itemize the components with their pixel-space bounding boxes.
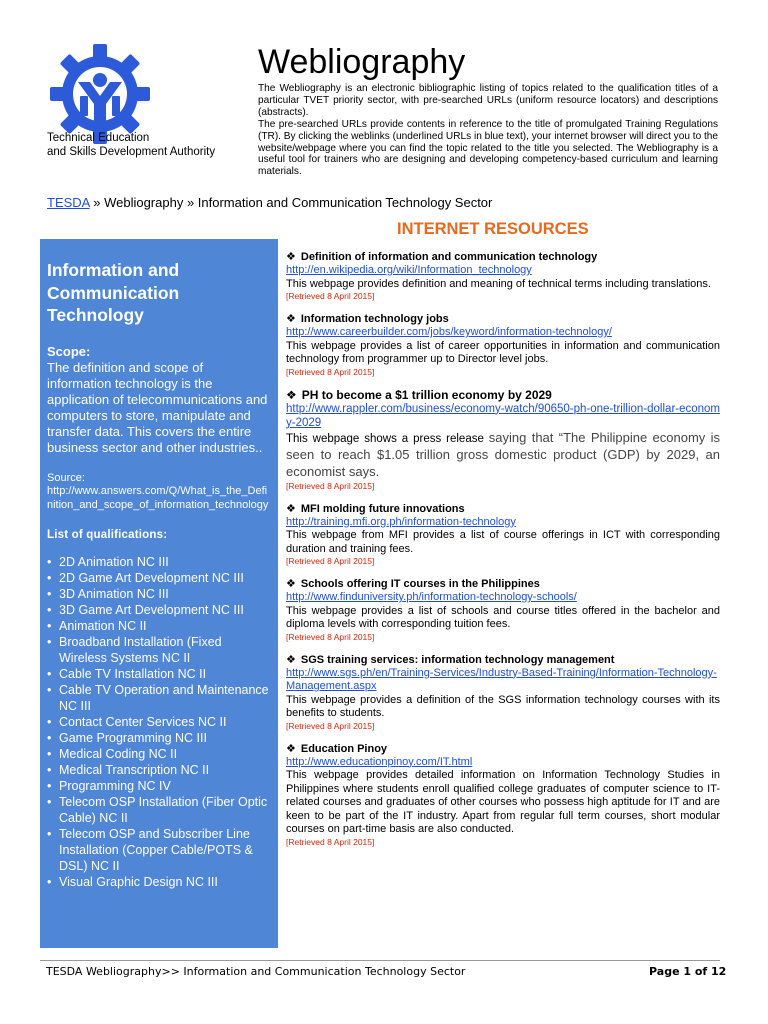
resource-title: Information technology jobs — [300, 313, 449, 325]
resource-description-lead: This webpage shows a press release — [286, 432, 489, 445]
qualification-item: • 2D Animation NC III — [47, 554, 270, 570]
qualification-item: • Contact Center Services NC II — [47, 714, 270, 730]
page-title: Webliography — [258, 43, 466, 81]
qualification-item: • Medical Transcription NC II — [47, 762, 270, 778]
resource-description: This webpage from MFI provides a list of course offerings in ICT with corresponding duration and training fees. — [286, 529, 720, 555]
qualification-item: • Game Programming NC III — [47, 730, 270, 746]
retrieved-date: [Retrieved 8 April 2015] — [286, 366, 375, 377]
qualification-item: • Animation NC II — [47, 618, 270, 634]
diamond-bullet-icon: ❖ — [286, 251, 296, 263]
diamond-bullet-icon: ❖ — [286, 742, 296, 755]
resource-title: SGS training services: information technology management — [300, 653, 615, 666]
qualifications-list — [47, 554, 270, 890]
resource-link[interactable]: http://en.wikipedia.org/wiki/Information_technology — [286, 264, 532, 276]
footer-title: TESDA Webliography>> Information and Communication Technology Sector — [46, 965, 466, 978]
resource-title: Schools offering IT courses in the Philippines — [300, 578, 540, 590]
page-number: Page 1 of 12 — [649, 965, 727, 978]
qualification-item: • Programming NC IV — [47, 778, 270, 794]
qualification-item: • Cable TV Installation NC II — [47, 666, 270, 682]
breadcrumb-trail: » Webliography » Information and Communication Technology Sector — [89, 195, 493, 210]
resource-entry — [286, 742, 720, 848]
retrieved-date: [Retrieved 8 April 2015] — [286, 291, 375, 301]
qualifications-label: List of qualifications: — [47, 529, 168, 541]
retrieved-date: [Retrieved 8 April 2015] — [286, 556, 375, 566]
diamond-bullet-icon: ❖ — [286, 387, 297, 402]
qualification-item: • Broadband Installation (Fixed Wireless Systems NC II — [47, 634, 270, 666]
resource-description — [286, 430, 720, 481]
resource-link[interactable]: http://www.rappler.com/business/economy-watch/90650-ph-one-trillion-dollar-economy-2029 — [286, 402, 721, 429]
scope-label: Scope: — [47, 343, 91, 359]
source-label: Source: — [47, 471, 85, 484]
intro-paragraph-1: The Webliography is an electronic bibliographic listing of topics related to the qualification titles of a particular TVET priority sector, with pre-searched URLs (uniform resource locators) and descriptions (abstracts). — [258, 83, 718, 118]
retrieved-date: [Retrieved 8 April 2015] — [286, 480, 375, 491]
resource-link[interactable]: http://www.finduniversity.ph/information-technology-schools/ — [286, 591, 577, 603]
resource-entry — [286, 312, 720, 378]
resource-link[interactable]: http://training.mfi.org.ph/information-technology — [286, 515, 516, 528]
retrieved-date: [Retrieved 8 April 2015] — [286, 720, 375, 731]
qualification-item: • 3D Animation NC III — [47, 586, 270, 602]
qualification-item: • Telecom OSP and Subscriber Line Installation (Copper Cable/POTS & DSL) NC II — [47, 826, 270, 874]
intro-paragraph-2: The pre-searched URLs provide contents in reference to the title of promulgated Training Regulations (TR). By clicking the weblinks (underlined URLs in blue text), your internet browser will direct you to the website/webpage where you can find the topic related to the title you selected. The Webliography is a useful tool for trainers who are designing and developing competency-based curriculum and learning materials. — [258, 118, 719, 178]
sector-sidebar — [40, 239, 278, 948]
resource-description: This webpage provides a list of career opportunities in information and communication technology from programmer up to Director level jobs. — [286, 339, 720, 365]
resource-title: MFI molding future innovations — [300, 502, 465, 515]
breadcrumb-tesda-link[interactable]: TESDA — [47, 195, 90, 210]
diamond-bullet-icon: ❖ — [286, 502, 296, 515]
resource-entry — [286, 388, 720, 492]
resource-entry — [286, 502, 720, 568]
sector-title: Information and Communication Technology — [47, 260, 180, 325]
resource-entry — [286, 250, 720, 302]
qualification-item: • 3D Game Art Development NC III — [47, 602, 270, 618]
resource-description-quote: saying that “The Philippine economy is seen to reach $1.05 trillion gross domestic product (GDP) by 2029, an economist says. — [286, 429, 721, 479]
footer-divider — [40, 960, 720, 961]
resource-link[interactable]: http://www.sgs.ph/en/Training-Services/Industry-Based-Training/Information-Technology-Management.aspx — [286, 666, 717, 692]
source-url: http://www.answers.com/Q/What_is_the_Definition_and_scope_of_information_technology — [47, 485, 269, 511]
resource-description: This webpage provides detailed information on Information Technology Studies in Philippines where students enroll qualified college graduates of computer science to IT-related courses and graduates of other courses who possess high aptitude for IT and are keen to be part of the IT industry. Apart from regular full term courses, short modular courses on part-time basis are also conducted. — [286, 769, 720, 835]
resource-link[interactable]: http://www.careerbuilder.com/jobs/keyword/information-technology/ — [286, 326, 612, 338]
qualification-item: • Visual Graphic Design NC III — [47, 874, 270, 890]
qualification-item: • Medical Coding NC II — [47, 746, 270, 762]
agency-name — [47, 131, 215, 159]
resource-title: Education Pinoy — [300, 742, 388, 755]
breadcrumb — [47, 195, 492, 211]
resource-title: PH to become a $1 trillion economy by 2029 — [301, 387, 552, 402]
resource-description: This webpage provides a list of schools and course titles offered in the bachelor and diploma levels with corresponding tuition fees. — [286, 604, 720, 630]
tesda-logo — [50, 44, 150, 144]
scope-text: The definition and scope of information technology is the application of telecommunications and computers to store, manipulate and transfer data. This covers the entire business sector and other industries.. — [47, 359, 268, 455]
intro-text — [258, 83, 718, 178]
resource-entry — [286, 653, 720, 732]
agency-name-line-1: Technical Education — [47, 132, 150, 144]
internet-resources-heading: INTERNET RESOURCES — [397, 220, 589, 238]
agency-name-line-2: and Skills Development Authority — [47, 146, 216, 158]
resource-description: This webpage provides a definition of the SGS information technology courses with its benefits to students. — [286, 693, 720, 719]
diamond-bullet-icon: ❖ — [286, 578, 296, 590]
resource-description: This webpage provides definition and meaning of technical terms including translations. — [286, 277, 711, 290]
resource-title: Definition of information and communication technology — [300, 251, 598, 263]
retrieved-date: [Retrieved 8 April 2015] — [286, 631, 375, 642]
resource-link[interactable]: http://www.educationpinoy.com/IT.html — [286, 755, 473, 768]
resource-list — [286, 250, 720, 858]
qualification-item: • Cable TV Operation and Maintenance NC III — [47, 682, 270, 714]
resource-entry — [286, 577, 720, 643]
qualification-item: • 2D Game Art Development NC III — [47, 570, 270, 586]
diamond-bullet-icon: ❖ — [286, 653, 296, 666]
qualification-item: • Telecom OSP Installation (Fiber Optic Cable) NC II — [47, 794, 270, 826]
diamond-bullet-icon: ❖ — [286, 313, 296, 325]
retrieved-date: [Retrieved 8 April 2015] — [286, 836, 375, 847]
